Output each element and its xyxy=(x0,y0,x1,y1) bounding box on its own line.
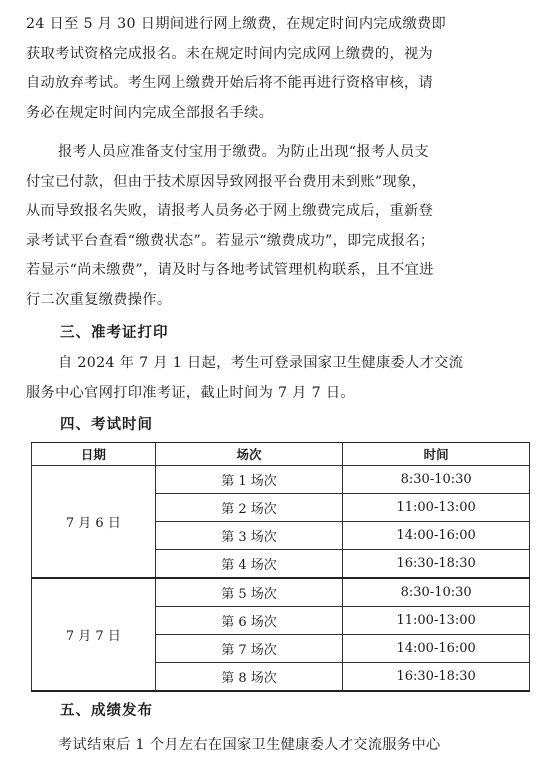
session-cell: 第 4 场次 xyxy=(155,550,343,579)
time-cell: 16:30-18:30 xyxy=(343,663,530,692)
time-cell: 16:30-18:30 xyxy=(343,550,530,579)
session-cell: 第 7 场次 xyxy=(155,635,343,663)
table-row xyxy=(32,466,530,494)
paragraph-line: 若显示“尚未缴费”，请及时与各地考试管理机构联系，且不宜进 xyxy=(26,262,434,278)
session-cell: 第 3 场次 xyxy=(155,522,343,550)
session-cell: 第 5 场次 xyxy=(155,578,343,607)
header-date: 日期 xyxy=(32,443,156,466)
header-session: 场次 xyxy=(155,443,343,466)
paragraph-line: 考试结束后 1 个月左右在国家卫生健康委人才交流服务中心 xyxy=(58,737,441,753)
paragraph-line: 付宝已付款，但由于技术原因导致网报平台费用未到账”现象， xyxy=(26,174,427,190)
paragraph-line: 服务中心官网打印准考证，截止时间为 7 月 7 日。 xyxy=(26,385,355,401)
paragraph-line: 务必在规定时间内完成全部报名手续。 xyxy=(26,105,274,121)
paragraph-line: 录考试平台查看“缴费状态”。若显示“缴费成功”，即完成报名； xyxy=(26,233,435,249)
table-row xyxy=(32,578,530,607)
session-cell: 第 6 场次 xyxy=(155,607,343,635)
paragraph-line: 行二次重复缴费操作。 xyxy=(26,292,172,308)
section-heading: 三、准考证打印 xyxy=(60,325,169,341)
section-heading: 五、成绩发布 xyxy=(60,703,153,719)
session-cell: 第 8 场次 xyxy=(155,663,343,692)
paragraph-line: 自 2024 年 7 月 1 日起，考生可登录国家卫生健康委人才交流 xyxy=(58,355,464,371)
time-cell: 11:00-13:00 xyxy=(343,494,530,522)
header-time: 时间 xyxy=(343,443,530,466)
time-cell: 11:00-13:00 xyxy=(343,607,530,635)
exam-schedule-table xyxy=(31,442,530,692)
paragraph-line: 自动放弃考试。考生网上缴费开始后将不能再进行资格审核，请 xyxy=(26,75,434,91)
time-cell: 8:30-10:30 xyxy=(343,466,530,494)
paragraph-line: 从而导致报名失败，请报考人员务必于网上缴费完成后，重新登 xyxy=(26,203,434,219)
paragraph-line: 报考人员应准备支付宝用于缴费。为防止出现“报考人员支 xyxy=(58,144,430,160)
time-cell: 14:00-16:00 xyxy=(343,522,530,550)
paragraph-line: 24 日至 5 月 30 日期间进行网上缴费，在规定时间内完成缴费即 xyxy=(26,16,447,32)
table-header-row xyxy=(32,443,530,466)
date-cell: 7 月 7 日 xyxy=(32,578,156,691)
section-heading: 四、考试时间 xyxy=(60,417,153,433)
paragraph-line: 获取考试资格完成报名。未在规定时间内完成网上缴费的，视为 xyxy=(26,46,434,62)
session-cell: 第 1 场次 xyxy=(155,466,343,494)
time-cell: 8:30-10:30 xyxy=(343,578,530,607)
session-cell: 第 2 场次 xyxy=(155,494,343,522)
date-cell: 7 月 6 日 xyxy=(32,466,156,579)
time-cell: 14:00-16:00 xyxy=(343,635,530,663)
